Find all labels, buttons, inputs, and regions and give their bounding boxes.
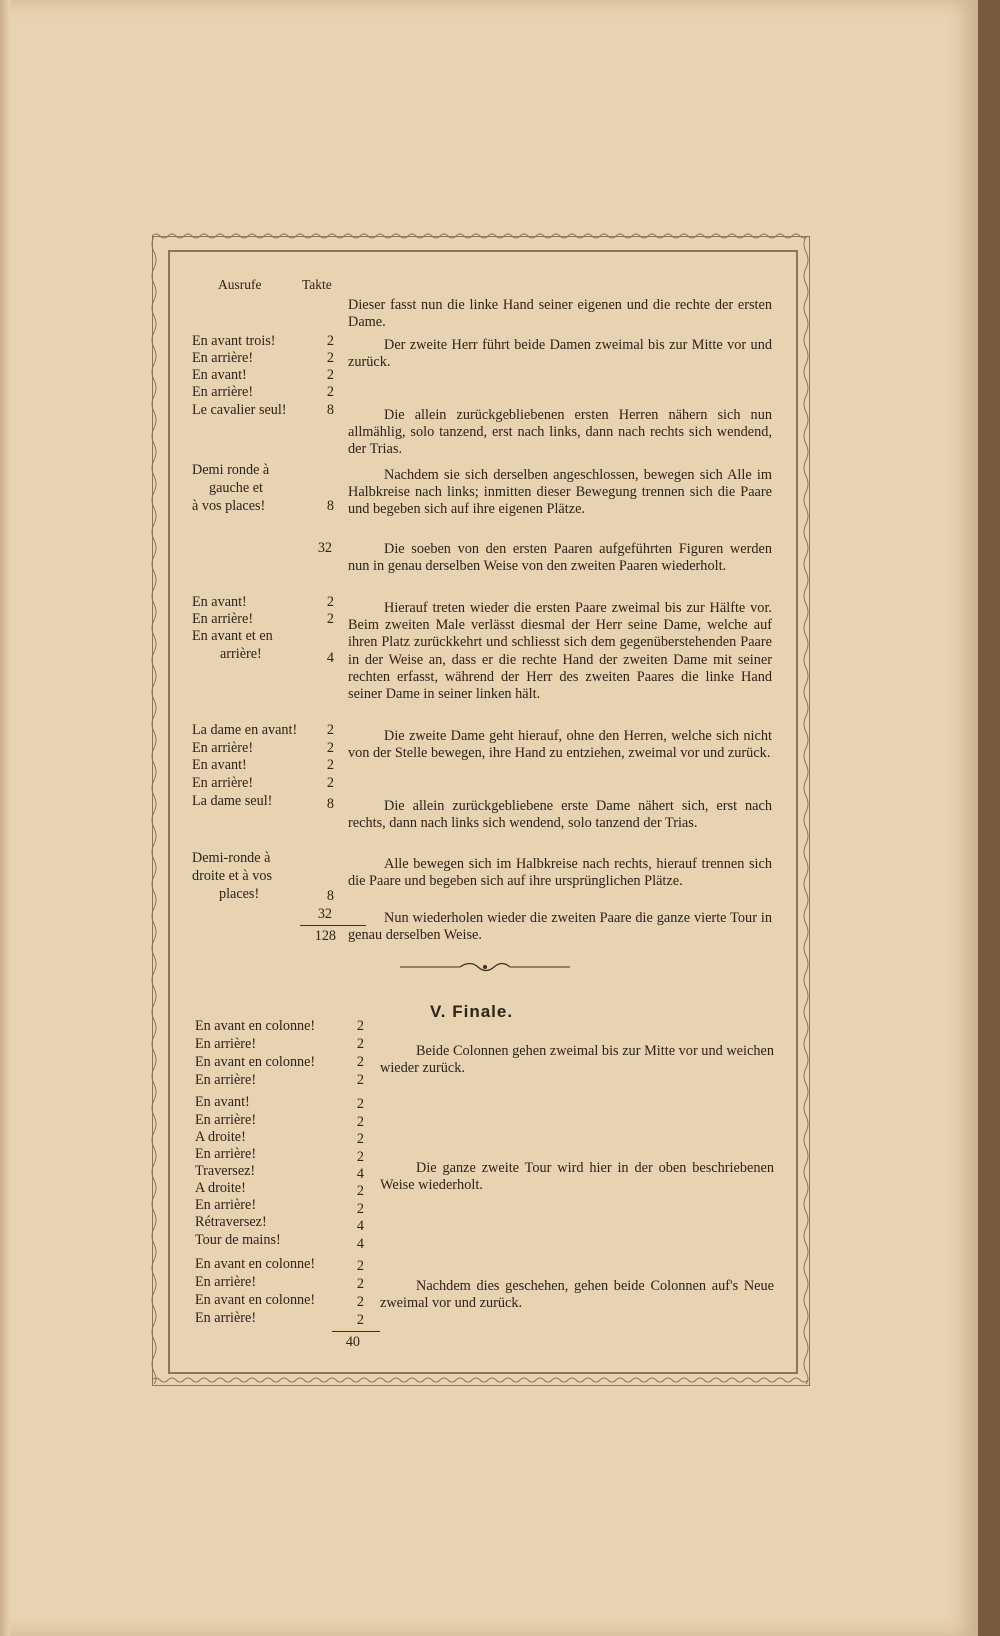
call: Traversez!	[195, 1163, 256, 1179]
call: Demi ronde à	[192, 462, 270, 478]
paragraph: Die allein zurückgebliebene erste Dame nähert sich, erst nach rechts, dann nach links sich wendend, solo tanzend der Trias.	[348, 798, 772, 832]
beats-subtotal: 32	[317, 540, 332, 556]
beats: 2	[356, 1183, 364, 1199]
beats: 2	[326, 367, 334, 383]
beats-total: 128	[314, 928, 336, 944]
call: En arrière!	[195, 1072, 257, 1088]
sum-rule	[332, 1331, 380, 1332]
paragraph: Nachdem sie sich derselben angeschlossen, bewegen sich Alle im Halbkreise nach links; inmitten dieser Bewegung trennen sich die Paare und begeben sich auf ihre eigenen Plätze.	[348, 467, 772, 518]
call: En avant!	[195, 1094, 250, 1110]
beats: 2	[356, 1201, 364, 1217]
beats: 2	[326, 333, 334, 349]
beats: 2	[356, 1258, 364, 1274]
call: En avant et en	[192, 628, 273, 644]
beats-subtotal: 32	[317, 906, 332, 922]
call: En avant trois!	[192, 333, 276, 349]
beats: 2	[326, 594, 334, 610]
ornament-divider	[400, 960, 570, 974]
call: En arrière!	[192, 611, 254, 627]
call: Rétraversez!	[195, 1214, 267, 1230]
call: En arrière!	[195, 1197, 257, 1213]
call: En arrière!	[195, 1274, 257, 1290]
paragraph: Nachdem dies geschehen, gehen beide Colonnen auf's Neue zweimal vor und zurück.	[380, 1278, 774, 1312]
call: En arrière!	[192, 740, 254, 756]
beats: 2	[356, 1149, 364, 1165]
paragraph: Nun wiederholen wieder die zweiten Paare die ganze vierte Tour in genau derselben Weise.	[348, 910, 772, 944]
paragraph: Die allein zurückgebliebenen ersten Herren nähern sich nun allmählig, solo tanzend, erst nach links, dann nach rechts sich wendend, der Trias.	[348, 407, 772, 458]
call: En arrière!	[192, 350, 254, 366]
page-edge	[0, 0, 10, 1636]
beats: 2	[356, 1054, 364, 1070]
beats-header: Takte	[302, 277, 332, 292]
section-title: V. Finale.	[430, 1002, 514, 1021]
beats: 2	[356, 1018, 364, 1034]
beats: 2	[356, 1036, 364, 1052]
paragraph: Die ganze zweite Tour wird hier in der oben beschriebenen Weise wiederholt.	[380, 1160, 774, 1194]
beats: 2	[326, 384, 334, 400]
call: Demi-ronde à	[192, 850, 271, 866]
beats: 2	[356, 1276, 364, 1292]
call: En avant!	[192, 757, 247, 773]
call: En arrière!	[195, 1310, 257, 1326]
paragraph: Alle bewegen sich im Halbkreise nach rechts, hierauf trennen sich die Paare und begeben sich auf ihre ursprünglichen Plätze.	[348, 856, 772, 890]
paragraph: Der zweite Herr führt beide Damen zweimal bis zur Mitte vor und zurück.	[348, 337, 772, 371]
call: En arrière!	[192, 384, 254, 400]
paragraph: Die soeben von den ersten Paaren aufgeführten Figuren werden nun in genau derselben Weise von den zweiten Paaren wiederholt.	[348, 541, 772, 575]
call: En avant en colonne!	[195, 1018, 316, 1034]
beats: 8	[326, 498, 334, 514]
call: En arrière!	[195, 1036, 257, 1052]
beats: 4	[356, 1236, 364, 1252]
call: En avant en colonne!	[195, 1054, 316, 1070]
call: Tour de mains!	[195, 1232, 281, 1248]
beats: 2	[356, 1131, 364, 1147]
call: à vos places!	[192, 498, 266, 514]
call: En avant en colonne!	[195, 1256, 316, 1272]
beats: 4	[356, 1166, 364, 1182]
beats: 2	[326, 611, 334, 627]
beats: 2	[356, 1294, 364, 1310]
call: places!	[219, 886, 260, 902]
beats: 2	[356, 1096, 364, 1112]
beats: 2	[356, 1114, 364, 1130]
beats: 2	[326, 722, 334, 738]
call: En avant!	[192, 367, 247, 383]
beats-total: 40	[345, 1334, 360, 1350]
beats: 2	[356, 1072, 364, 1088]
call: Le cavalier seul!	[192, 402, 287, 418]
call: En arrière!	[195, 1112, 257, 1128]
beats: 8	[326, 888, 334, 904]
calls-header: Ausrufe	[218, 277, 262, 292]
call: arrière!	[220, 646, 262, 662]
call: La dame en avant!	[192, 722, 298, 738]
beats: 2	[326, 775, 334, 791]
call: gauche et	[209, 480, 263, 496]
paragraph: Dieser fasst nun die linke Hand seiner eigenen und die rechte der ersten Dame.	[348, 297, 772, 331]
paragraph: Die zweite Dame geht hierauf, ohne den Herren, welche sich nicht von der Stelle bewegen, ihre Hand zu entziehen, zweimal vor und zurück.	[348, 728, 772, 762]
beats: 2	[326, 757, 334, 773]
beats: 4	[326, 650, 334, 666]
beats: 2	[326, 350, 334, 366]
beats: 8	[326, 402, 334, 418]
beats: 2	[356, 1312, 364, 1328]
call: droite et à vos	[192, 868, 272, 884]
call: A droite!	[195, 1180, 246, 1196]
call: A droite!	[195, 1129, 246, 1145]
call: En arrière!	[195, 1146, 257, 1162]
beats: 2	[326, 740, 334, 756]
paragraph: Beide Colonnen gehen zweimal bis zur Mitte vor und weichen wieder zurück.	[380, 1043, 774, 1077]
beats: 8	[326, 796, 334, 812]
call: En arrière!	[192, 775, 254, 791]
beats: 4	[356, 1218, 364, 1234]
call: En avant en colonne!	[195, 1292, 316, 1308]
call: La dame seul!	[192, 793, 273, 809]
call: En avant!	[192, 594, 247, 610]
paragraph: Hierauf treten wieder die ersten Paare zweimal bis zur Hälfte vor. Beim zweiten Male verlässt diesmal der Herr seine Dame, welche auf ihren Platz zurückkehrt und schliesst sich dem gegenüberstehenden Paare in der Weise an, dass er die rechte Hand der zweiten Dame mit seiner rechten erfasst, während der Herr des zweiten Paares die linke Hand seiner Dame in seiner linken hält.	[348, 600, 772, 703]
